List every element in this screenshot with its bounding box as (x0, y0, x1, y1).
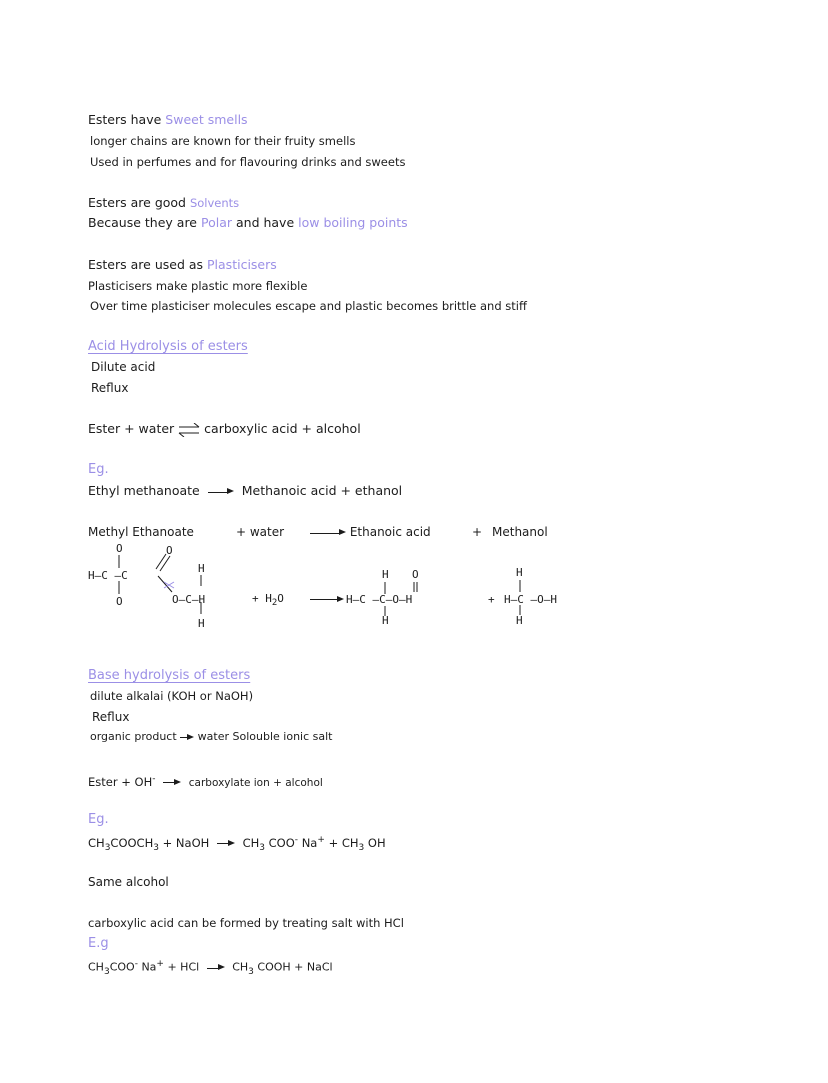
text: Na (301, 835, 318, 850)
atom-h: H (516, 614, 523, 627)
acid-general-equation (88, 421, 361, 437)
base-condition-alkali: dilute alkalai (KOH or NaOH) (90, 689, 254, 703)
subscript: 3 (248, 966, 254, 977)
text: Esters have (88, 112, 162, 127)
text: + CH (328, 835, 359, 850)
plus-label: + (472, 525, 483, 539)
text: + NaOH (162, 835, 210, 850)
esters-solvents-line1 (88, 195, 239, 211)
carboxylic-acid-line: carboxylic acid can be formed by treating salt with HCl (88, 916, 404, 930)
atom-h: H (382, 568, 389, 581)
highlight-text: Sweet smells (165, 112, 248, 127)
highlight-text: Solvents (189, 196, 240, 210)
equilibrium-arrow-icon (178, 423, 200, 437)
subscript: 3 (103, 966, 110, 977)
plus-sign: + (488, 593, 495, 606)
text: organic product (90, 730, 177, 743)
right-arrow-icon (207, 963, 225, 973)
methyl-ethanoate-label: Methyl Ethanoate (88, 525, 194, 539)
atom-o: O (116, 595, 123, 608)
esters-plasticisers-line2: Plasticisers make plastic more flexible (88, 279, 308, 293)
acid-hydrolysis-heading: Acid Hydrolysis of esters (88, 339, 248, 354)
esters-plasticisers-line3: Over time plasticiser molecules escape and plastic becomes brittle and stiff (90, 299, 527, 313)
esters-solvents-line2 (88, 215, 408, 231)
carboxylic-eg-label: E.g (88, 936, 109, 951)
equation-left: Ester + OH (88, 774, 153, 789)
acid-condition-dilute: Dilute acid (91, 360, 156, 374)
base-general-equation (88, 771, 323, 791)
superscript: + (317, 835, 325, 845)
subscript: 3 (104, 843, 111, 854)
text: Esters are used as (88, 257, 204, 272)
ester-bonds (88, 548, 238, 628)
text: and have (235, 215, 295, 230)
subscript: 2 (271, 598, 278, 609)
plus-water-formula (252, 592, 284, 608)
superscript: - (294, 835, 299, 845)
text: Esters are good (88, 195, 186, 210)
example-left: Ethyl methanoate (88, 483, 200, 498)
methanol-bonds (510, 578, 530, 618)
text: Because they are (88, 215, 197, 230)
esters-smell-line2: longer chains are known for their fruity smells (90, 134, 356, 148)
subscript: 3 (358, 843, 365, 854)
base-condition-product (90, 729, 332, 745)
plus-water-label: + water (236, 525, 285, 539)
highlight-text: Plasticisers (207, 257, 277, 272)
right-arrow-icon (163, 777, 181, 787)
base-eg-label: Eg. (88, 812, 109, 827)
atom-h: H (516, 566, 523, 579)
base-example-equation (88, 832, 386, 856)
atom-o: O (412, 568, 419, 581)
right-arrow-icon (310, 528, 346, 538)
acid-condition-reflux: Reflux (91, 381, 129, 395)
acid-eg-label: Eg. (88, 462, 109, 477)
chain-left: H—C —C (88, 569, 128, 582)
text: COOH (257, 960, 291, 974)
highlight-text: low boiling points (298, 215, 408, 230)
superscript: + (156, 959, 164, 969)
subscript: 3 (259, 843, 265, 854)
ethanoic-acid-label: Ethanoic acid (349, 525, 431, 539)
superscript: - (152, 774, 156, 784)
atom-h: H (198, 617, 205, 630)
same-alcohol-note: Same alcohol (88, 875, 169, 889)
carboxylic-equation (88, 956, 333, 980)
text: CH (88, 960, 104, 974)
esters-plasticisers-line1 (88, 257, 277, 273)
right-arrow-icon (217, 838, 235, 848)
methanol-label: Methanol (492, 525, 548, 539)
atom-h: H (198, 562, 205, 575)
acid-example-equation (88, 483, 402, 499)
text: O (277, 592, 284, 605)
ethanoic-acid-equation (310, 524, 431, 540)
text: CH (88, 835, 105, 850)
right-arrow-icon (180, 732, 194, 742)
superscript: - (134, 959, 138, 969)
atom-h: H (382, 614, 389, 627)
text: OH (367, 835, 386, 850)
text: + NaCl (294, 960, 333, 974)
right-arrow-icon (310, 594, 344, 604)
acid-bonds (370, 578, 430, 618)
atom-o: O (116, 542, 123, 555)
equation-right: carboxylic acid + alcohol (204, 421, 361, 436)
text: COO (268, 835, 295, 850)
methanol-chain: H—C —O—H (504, 593, 557, 606)
equation-right: carboxylate ion + alcohol (188, 776, 323, 789)
example-right: Methanoic acid + ethanol (241, 483, 403, 498)
highlight-text: Polar (200, 215, 232, 230)
text: CH (242, 835, 260, 850)
text: CH (232, 960, 249, 974)
atom-o: O (166, 544, 173, 557)
text: COO (109, 960, 135, 974)
text: Na (141, 960, 157, 974)
text: + H (252, 592, 272, 605)
chain-right: O—C—H (172, 593, 206, 606)
right-arrow-icon (208, 487, 234, 497)
esters-smell-line3: Used in perfumes and for flavouring drinks and sweets (90, 155, 406, 169)
subscript: 3 (153, 843, 159, 854)
equation-left: Ester + water (88, 421, 175, 436)
text: water Solouble ionic salt (197, 730, 333, 743)
esters-smell-line1 (88, 112, 248, 128)
text: COOCH (110, 835, 154, 850)
acid-chain: H—C —C—O—H (346, 593, 413, 606)
base-hydrolysis-heading: Base hydrolysis of esters (88, 668, 251, 683)
base-condition-reflux: Reflux (92, 710, 130, 724)
text: + HCl (167, 960, 200, 974)
